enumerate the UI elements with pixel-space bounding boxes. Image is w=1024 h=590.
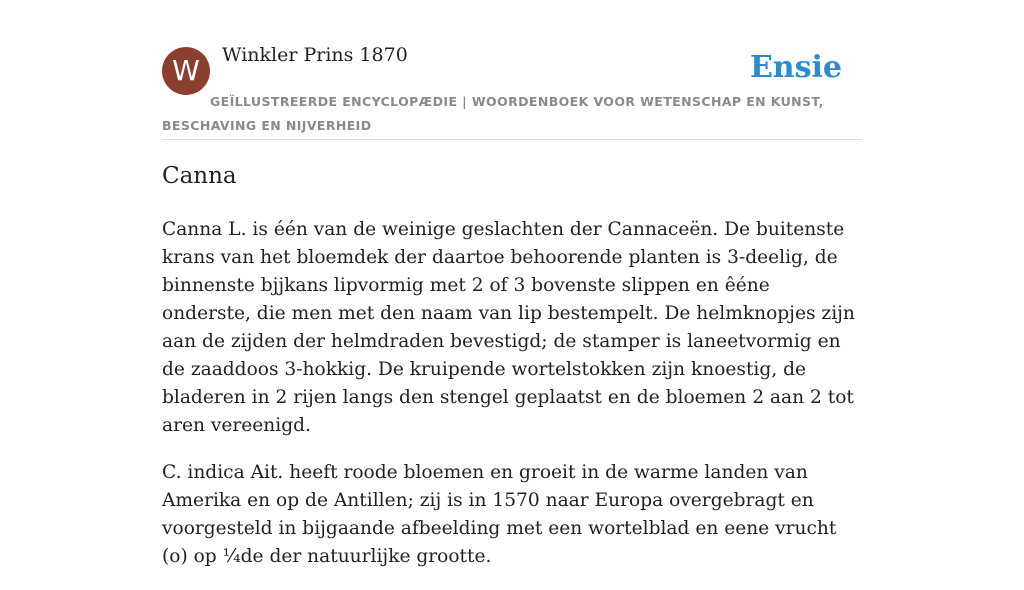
source-avatar[interactable]: W [162,47,210,95]
article-title: Canna [162,163,237,189]
article-paragraph: Canna L. is één van de weinige geslachten der Cannaceën. De buitenste krans van het bloemdek der daartoe behoorende planten is 3-deelig, de binnenste bjjkans lipvormig met 2 of 3 bovenste slippen en êéne onderste, die men met den naam van lip bestempelt. De helmknopjes zijn aan de zijden der helmdraden bevestigd; de stamper is laneetvormig en de zaaddoos 3-hokkig. De kruipende wortelstokken zijn knoestig, de bladeren in 2 rijen langs den stengel geplaatst en de bloemen 2 aan 2 tot aren vereenigd. [162,219,855,436]
article-paragraph: C. indica Ait. heeft roode bloemen en groeit in de warme landen van Amerika en op de Antillen; zij is in 1570 naar Europa overgebragt en voorgesteld in bijgaande afbeelding met een wortelblad en eene vrucht (o) op ¼de der natuurlijke grootte. [162,462,837,567]
source-title-link[interactable]: Winkler Prins 1870 [222,44,408,66]
article-body [162,216,864,590]
header-divider [162,139,862,140]
source-subtitle: GEÏLLUSTREERDE ENCYCLOPÆDIE | WOORDENBOEK VOOR WETENSCHAP EN KUNST, BESCHAVING EN NIJVERHEID [162,94,824,133]
ensie-logo[interactable]: Ensie [749,50,842,85]
